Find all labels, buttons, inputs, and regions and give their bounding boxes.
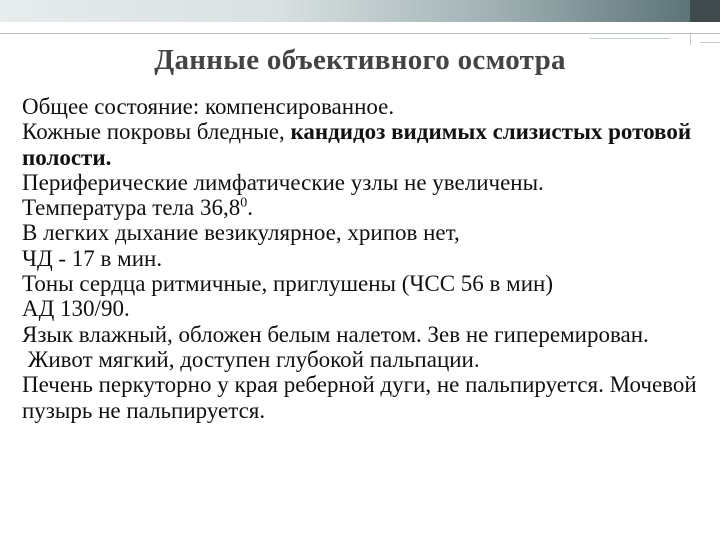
temperature-text: Температура тела 36,8 <box>22 195 241 221</box>
abdomen-line: Живот мягкий, доступен глубокой пальпации. <box>22 346 480 372</box>
slide-title: Данные объективного осмотра <box>154 44 566 76</box>
decorative-accent-line <box>590 38 670 39</box>
skin-text: Кожные покровы бледные, <box>22 119 291 145</box>
heart-sounds-line: Тоны сердца ритмичные, приглушены (ЧСС 56 в мин) <box>22 271 553 297</box>
tongue-line: Язык влажный, обложен белым налетом. Зев не гиперемирован. <box>22 321 649 347</box>
header-gradient-bar <box>0 0 690 22</box>
slide-body <box>22 94 712 423</box>
decorative-short-line <box>700 42 720 43</box>
lungs-line: В легких дыхание везикулярное, хрипов нет, <box>22 220 460 246</box>
header-dark-block <box>690 0 720 22</box>
lymph-nodes-line: Периферические лимфатические узлы не увеличены. <box>22 169 544 195</box>
liver-bladder-line: Печень перкуторно у края реберной дуги, не пальпируется. Мочевой пузырь не пальпируется. <box>22 372 697 423</box>
respiratory-rate-line: ЧД - 17 в мин. <box>22 245 163 271</box>
candidiasis-bold-text: кандидоз видимых слизистых ротовой полости. <box>22 119 692 170</box>
header-band <box>0 0 720 22</box>
decorative-divider-line <box>0 33 720 34</box>
temperature-end: . <box>247 195 253 221</box>
temperature-line <box>22 195 712 220</box>
general-condition-line: Общее состояние: компенсированное. <box>22 94 395 119</box>
temperature-degree-superscript: 0 <box>240 195 248 211</box>
skin-line <box>22 119 712 170</box>
blood-pressure-line: АД 130/90. <box>22 296 130 322</box>
